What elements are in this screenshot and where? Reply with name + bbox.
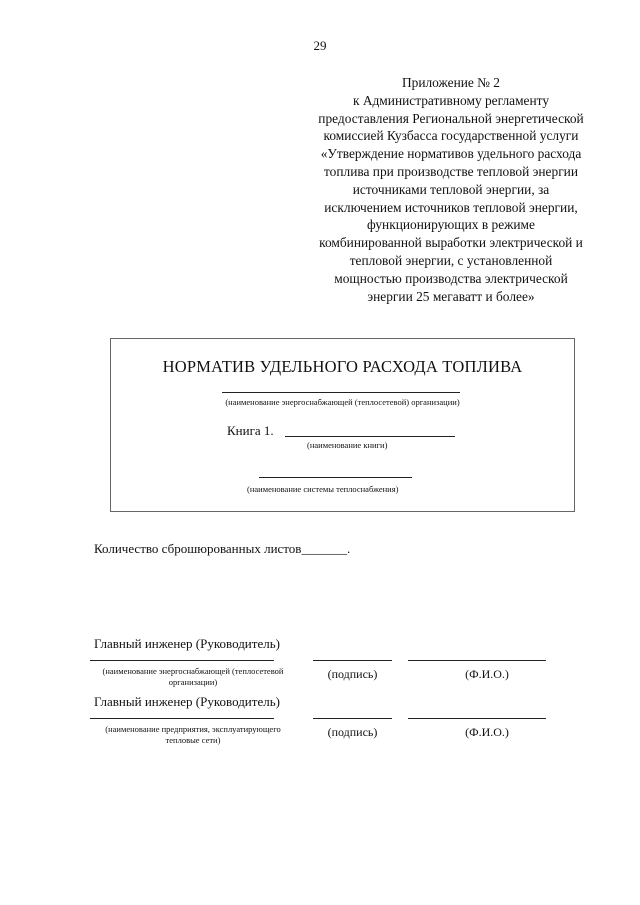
signature-org-caption: (наименование энергоснабжающей (теплосетевой [102, 666, 284, 676]
annex-line: мощностью производства электрической [334, 270, 568, 286]
page-number: 29 [313, 38, 327, 53]
org-name-caption: (наименование энергоснабжающей (теплосетевой) организации) [225, 397, 460, 407]
annex-line: «Утверждение нормативов удельного расхода [320, 146, 582, 162]
sheets-count-label: Количество сброшюрованных листов_______. [94, 541, 351, 556]
signature-org-caption: организации) [168, 677, 218, 687]
signature-sign-caption: (подпись) [327, 667, 378, 681]
system-name-caption: (наименование системы теплоснабжения) [247, 484, 399, 494]
signature-name-caption: (Ф.И.О.) [465, 725, 509, 739]
system-name-line [259, 477, 412, 478]
annex-line: топлива при производстве тепловой энергии [323, 163, 579, 179]
signature-sign-line [313, 718, 392, 719]
signature-org-caption: тепловые сети) [165, 735, 221, 745]
cover-frame [110, 338, 575, 512]
annex-line: исключением источников тепловой энергии, [324, 199, 578, 215]
org-name-line [222, 392, 460, 393]
signature-heading: Главный инженер (Руководитель) [94, 694, 280, 709]
signature-heading: Главный инженер (Руководитель) [94, 636, 280, 651]
book-name-caption: (наименование книги) [307, 440, 388, 450]
signature-org-caption: (наименование предприятия, эксплуатирующего [105, 724, 281, 734]
book-label: Книга 1. [227, 423, 274, 438]
annex-line: комбинированной выработки электрической и [319, 235, 583, 251]
cover-title: НОРМАТИВ УДЕЛЬНОГО РАСХОДА ТОПЛИВА [162, 357, 523, 376]
annex-line: энергии 25 мегаватт и более» [367, 288, 535, 304]
annex-line: Приложение № 2 [401, 75, 501, 90]
signature-name-line [408, 660, 546, 661]
annex-line: комиссией Кузбасса государственной услуги [323, 128, 579, 144]
signature-org-line [90, 660, 274, 661]
annex-line: источниками тепловой энергии, за [352, 181, 550, 197]
signature-sign-caption: (подпись) [327, 725, 378, 739]
annex-line: тепловой энергии, с установленной [349, 252, 553, 268]
annex-line: предоставления Региональной энергетической [318, 110, 584, 126]
annex-line: функционирующих в режиме [367, 217, 535, 233]
signature-name-line [408, 718, 546, 719]
signature-name-caption: (Ф.И.О.) [465, 667, 509, 681]
book-name-line [285, 436, 455, 437]
annex-line: к Административному регламенту [352, 92, 550, 108]
annex-header [296, 74, 606, 305]
signature-sign-line [313, 660, 392, 661]
signature-org-line [90, 718, 274, 719]
